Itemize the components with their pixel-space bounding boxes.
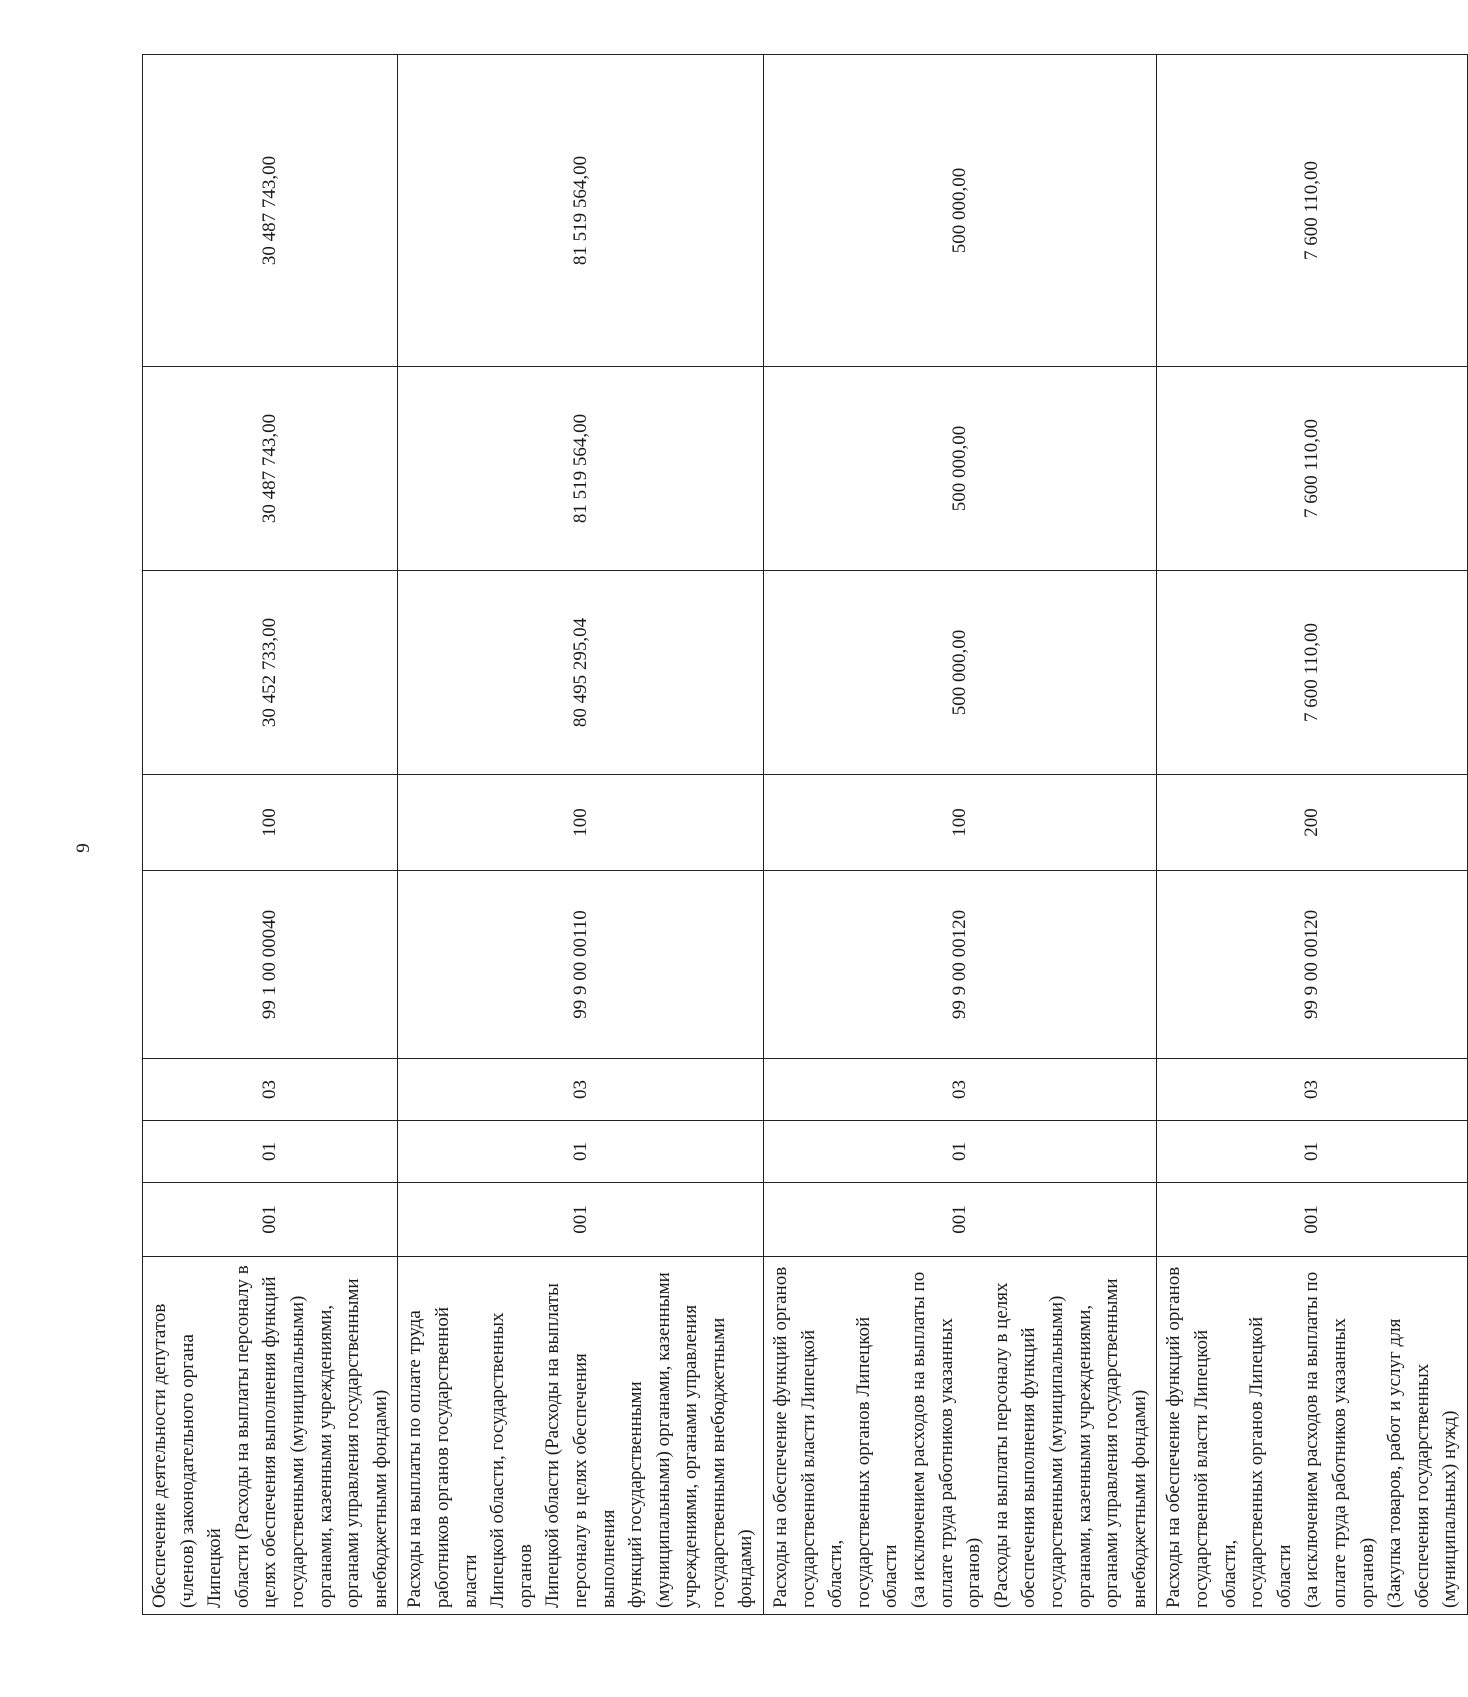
description-line: государственных органов Липецкой области	[1246, 1316, 1295, 1608]
expense-type-code: 200	[1157, 775, 1468, 871]
description-line: (муниципальных) нужд)	[1439, 1410, 1461, 1608]
description-line: оплате труда работников указанных органов)	[935, 1318, 985, 1608]
grbs-code: 001	[398, 1183, 764, 1257]
description-line: государственными внебюджетными	[707, 1317, 729, 1608]
section-code: 01	[398, 1121, 764, 1183]
description-line: персоналу в целях обеспечения выполнения	[569, 1353, 619, 1608]
description-line: государственными (муниципальными)	[286, 1295, 308, 1608]
description-line: целях обеспечения выполнения функций	[259, 1276, 281, 1608]
description-line: Липецкой области (Расходы на выплаты	[542, 1283, 564, 1608]
section-code: 01	[764, 1121, 1157, 1183]
description-line: внебюджетными фондами)	[369, 1389, 391, 1608]
description-line: обеспечения выполнения функций	[1018, 1327, 1040, 1608]
description-line: государственными (муниципальными)	[1046, 1295, 1067, 1608]
description-line: государственных органов Липецкой области	[852, 1316, 902, 1608]
row-description	[764, 1257, 1157, 1615]
description-line: обеспечения государственных	[1411, 1363, 1433, 1608]
description-line: внебюджетными фондами)	[1128, 1389, 1150, 1608]
description-line: органами управления государственными	[1101, 1278, 1123, 1608]
target-article-code: 99 9 00 00120	[1157, 871, 1468, 1059]
budget-table	[142, 54, 1468, 1615]
table-row	[398, 55, 764, 1615]
amount-year-3: 81 519 564,00	[398, 55, 764, 367]
target-article-code: 99 9 00 00110	[398, 871, 764, 1059]
amount-year-1: 7 600 110,00	[1157, 571, 1468, 775]
description-line: (муниципальными) органами, казенными	[652, 1272, 674, 1608]
description-line: государственной власти Липецкой области,	[797, 1329, 847, 1608]
amount-year-2: 7 600 110,00	[1157, 367, 1468, 571]
amount-year-1: 500 000,00	[764, 571, 1157, 775]
description-line: (за исключением расходов на выплаты по	[908, 1271, 930, 1608]
subsection-code: 03	[143, 1059, 398, 1121]
amount-year-3: 500 000,00	[764, 55, 1157, 367]
table-row	[1157, 55, 1468, 1615]
description-line: (за исключением расходов на выплаты по	[1301, 1271, 1323, 1608]
target-article-code: 99 9 00 00120	[764, 871, 1157, 1059]
expense-type-code: 100	[398, 775, 764, 871]
subsection-code: 03	[1157, 1059, 1468, 1121]
description-line: работников органов государственной власти	[431, 1306, 481, 1608]
grbs-code: 001	[1157, 1183, 1468, 1257]
description-line: оплате труда работников указанных органов)	[1328, 1318, 1378, 1608]
grbs-code: 001	[143, 1183, 398, 1257]
table-row	[764, 55, 1157, 1615]
description-line: органами управления государственными	[342, 1278, 364, 1608]
grbs-code: 001	[764, 1183, 1157, 1257]
target-article-code: 99 1 00 00040	[143, 871, 398, 1059]
description-line: Липецкой области, государственных органов	[487, 1312, 536, 1608]
amount-year-1: 80 495 295,04	[398, 571, 764, 775]
subsection-code: 03	[398, 1059, 764, 1121]
description-line: Расходы на обеспечение функций органов	[1163, 1266, 1185, 1608]
amount-year-2: 500 000,00	[764, 367, 1157, 571]
budget-table-rotated	[142, 55, 1461, 1615]
description-line: (Расходы на выплаты персоналу в целях	[990, 1282, 1012, 1608]
description-line: Обеспечение деятельности депутатов	[149, 1303, 170, 1608]
description-line: (Закупка товаров, работ и услуг для	[1384, 1318, 1406, 1608]
row-description	[143, 1257, 398, 1615]
row-description	[1157, 1257, 1468, 1615]
expense-type-code: 100	[143, 775, 398, 871]
description-line: государственной власти Липецкой области,	[1190, 1329, 1240, 1608]
row-description	[398, 1257, 764, 1615]
description-line: фондами)	[735, 1529, 757, 1608]
table-row	[143, 55, 398, 1615]
section-code: 01	[1157, 1121, 1468, 1183]
amount-year-2: 81 519 564,00	[398, 367, 764, 571]
description-line: функций государственными	[625, 1381, 647, 1608]
description-line: Расходы на выплаты по оплате труда	[404, 1310, 426, 1608]
description-line: органами, казенными учреждениями,	[1073, 1304, 1095, 1608]
subsection-code: 03	[764, 1059, 1157, 1121]
expense-type-code: 100	[764, 775, 1157, 871]
description-line: Расходы на обеспечение функций органов	[770, 1266, 792, 1608]
description-line: учреждениями, органами управления	[680, 1304, 702, 1608]
amount-year-3: 7 600 110,00	[1157, 55, 1468, 367]
amount-year-3: 30 487 743,00	[143, 55, 398, 367]
section-code: 01	[143, 1121, 398, 1183]
description-line: области (Расходы на выплаты персоналу в	[231, 1265, 253, 1608]
amount-year-1: 30 452 733,00	[143, 571, 398, 775]
description-line: (членов) законодательного органа Липецкой	[176, 1334, 226, 1608]
description-line: органами, казенными учреждениями,	[314, 1304, 336, 1608]
amount-year-2: 30 487 743,00	[143, 367, 398, 571]
page-number: 9	[73, 843, 94, 853]
